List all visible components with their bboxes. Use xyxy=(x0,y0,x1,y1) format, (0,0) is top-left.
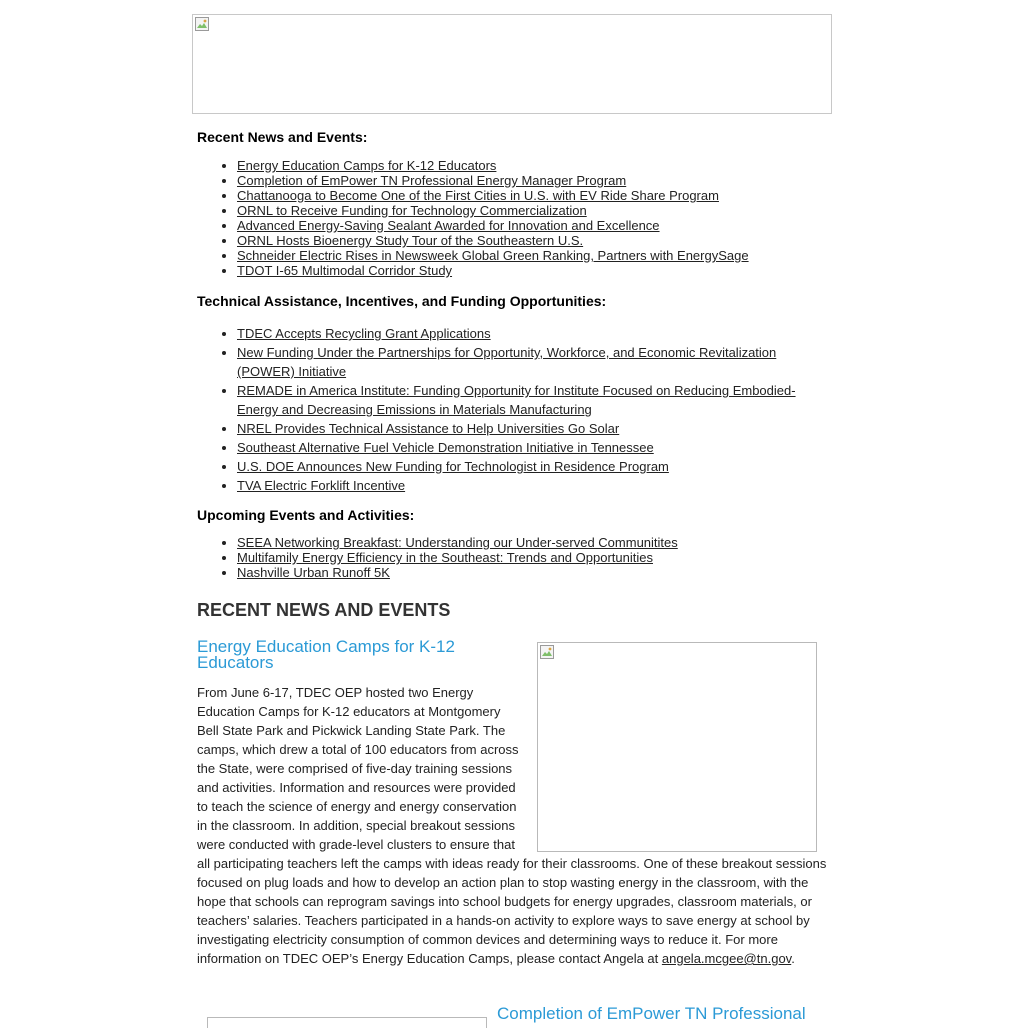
recent-news-list xyxy=(197,158,827,278)
list-item xyxy=(237,188,827,203)
event-link[interactable]: Multifamily Energy Efficiency in the Southeast: Trends and Opportunities xyxy=(237,550,653,565)
article-title xyxy=(197,639,497,671)
tech-link[interactable]: REMADE in America Institute: Funding Opportunity for Institute Focused on Reducing Embodied-Energy and Decreasing Emissions in Materials Manufacturing xyxy=(237,383,796,417)
recent-news-section-heading: RECENT NEWS AND EVENTS xyxy=(197,600,451,620)
technical-assistance-heading: Technical Assistance, Incentives, and Funding Opportunities: xyxy=(197,293,607,309)
article-title-text[interactable]: Energy Education Camps for K-12 Educators xyxy=(197,637,455,672)
article2-title[interactable]: Completion of EmPower TN Professional xyxy=(497,1004,806,1023)
list-item xyxy=(237,248,827,263)
article-image xyxy=(537,642,817,852)
recent-link[interactable]: Completion of EmPower TN Professional Energy Manager Program xyxy=(237,173,627,188)
technical-assistance-list xyxy=(197,324,827,495)
broken-image-icon xyxy=(194,16,210,32)
upcoming-events-list xyxy=(197,535,827,580)
recent-link[interactable]: TDOT I-65 Multimodal Corridor Study xyxy=(237,263,453,278)
broken-image-icon xyxy=(539,644,555,660)
list-item xyxy=(237,438,827,457)
list-item xyxy=(237,158,827,173)
list-item xyxy=(237,550,827,565)
recent-link[interactable]: ORNL Hosts Bioenergy Study Tour of the Southeastern U.S. xyxy=(237,233,584,248)
article2-image xyxy=(207,1017,487,1028)
list-item xyxy=(237,203,827,218)
recent-news-heading: Recent News and Events: xyxy=(197,129,368,145)
article-body-text: From June 6-17, TDEC OEP hosted two Energy Education Camps for K-12 educators at Montgomery Bell State Park and Pickwick Landing State Park. The camps, which drew a total of 100 educators from across the State, were comprised of five-day training sessions and activities. Information and resources were provided to teach the science of energy and energy conservation in the classroom. In addition, special breakout sessions were conducted with grade-level clusters to ensure that all participating teachers left the camps with ideas ready for their classrooms. One of these breakout sessions focused on plug loads and how to develop an action plan to stop wasting energy in the classroom, with the hope that schools can reprogram savings into school budgets for energy upgrades, classroom materials, or teachers’ salaries. Teachers participated in a hands-on activity to explore ways to save energy at school by investigating electricity consumption of common devices and determining ways to reduce it. For more information on TDEC OEP’s Energy Education Camps, please contact Angela at xyxy=(197,685,827,966)
list-item xyxy=(237,173,827,188)
list-item xyxy=(237,565,827,580)
list-item xyxy=(237,324,827,343)
recent-link[interactable]: Schneider Electric Rises in Newsweek Global Green Ranking, Partners with EnergySage xyxy=(237,248,749,263)
list-item xyxy=(237,263,827,278)
article-body-end: . xyxy=(791,951,795,966)
list-item xyxy=(237,419,827,438)
list-item xyxy=(237,457,827,476)
recent-link[interactable]: Energy Education Camps for K-12 Educators xyxy=(237,158,497,173)
list-item xyxy=(237,476,827,495)
list-item xyxy=(237,233,827,248)
recent-link[interactable]: ORNL to Receive Funding for Technology Commercialization xyxy=(237,203,587,218)
tech-link[interactable]: U.S. DOE Announces New Funding for Technologist in Residence Program xyxy=(237,459,669,474)
tech-link[interactable]: NREL Provides Technical Assistance to Help Universities Go Solar xyxy=(237,421,620,436)
list-item xyxy=(237,218,827,233)
list-item xyxy=(237,535,827,550)
tech-link[interactable]: New Funding Under the Partnerships for Opportunity, Workforce, and Economic Revitalization (POWER) Initiative xyxy=(237,345,777,379)
article-energy-education-camps xyxy=(197,639,827,968)
list-item xyxy=(237,343,827,381)
recent-link[interactable]: Advanced Energy-Saving Sealant Awarded for Innovation and Excellence xyxy=(237,218,660,233)
recent-link[interactable]: Chattanooga to Become One of the First Cities in U.S. with EV Ride Share Program xyxy=(237,188,719,203)
header-banner-image xyxy=(192,14,832,114)
upcoming-events-heading: Upcoming Events and Activities: xyxy=(197,507,415,523)
tech-link[interactable]: TVA Electric Forklift Incentive xyxy=(237,478,406,493)
tech-link[interactable]: Southeast Alternative Fuel Vehicle Demonstration Initiative in Tennessee xyxy=(237,440,654,455)
event-link[interactable]: SEEA Networking Breakfast: Understanding our Under-served Communitites xyxy=(237,535,678,550)
event-link[interactable]: Nashville Urban Runoff 5K xyxy=(237,565,390,580)
list-item xyxy=(237,381,827,419)
email-link[interactable]: angela.mcgee@tn.gov xyxy=(661,951,792,966)
newsletter xyxy=(192,14,832,968)
tech-link[interactable]: TDEC Accepts Recycling Grant Applications xyxy=(237,326,491,341)
